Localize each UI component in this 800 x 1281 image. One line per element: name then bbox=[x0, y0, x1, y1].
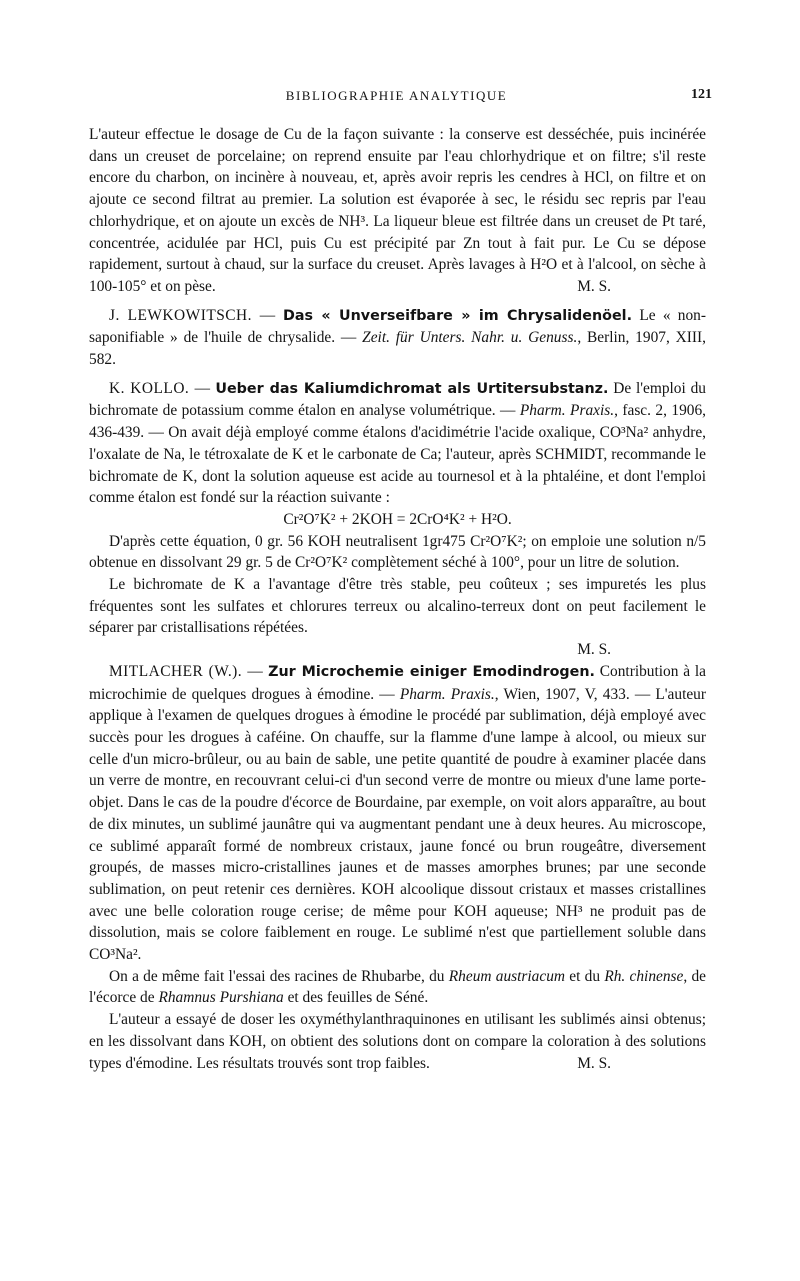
entry-text: Le « non-saponifiable » de l'huile de chrysalide. — bbox=[89, 306, 706, 347]
entry-source: Zeit. für Unters. Nahr. u. Genuss. bbox=[362, 329, 578, 347]
signature: M. S. bbox=[577, 1054, 611, 1072]
text-segment: et du bbox=[569, 967, 601, 985]
signature: M. S. bbox=[577, 641, 611, 659]
entry-text: Contribution à la microchimie de quelques drogues à émodine. — bbox=[89, 662, 706, 703]
species-name: Rh. chinense bbox=[604, 967, 684, 985]
entry-mitlacher-paragraph-3 bbox=[89, 1009, 706, 1074]
entry-author: J. LEWKOWITSCH. — bbox=[109, 306, 276, 324]
entry-reference: , Berlin, 1907, XIII, 582. bbox=[89, 329, 706, 369]
running-title: BIBLIOGRAPHIE ANALYTIQUE bbox=[285, 88, 508, 103]
entry-lewkowitsch bbox=[89, 305, 706, 371]
entry-title: Ueber das Kaliumdichromat als Urtitersubstanz. bbox=[215, 380, 609, 397]
species-name: Rhamnus Purshiana bbox=[158, 989, 284, 1007]
paragraph-text: L'auteur a essayé de doser les oxyméthylanthraquinones en utilisant les sublimés ainsi obtenus; en les dissolvant dans KOH, on obtient des solutions dont on compare la coloration à des solutions types d'émodine. Les résultats trouvés sont trop faibles. bbox=[89, 1011, 706, 1072]
paragraph-text: L'auteur effectue le dosage de Cu de la façon suivante : la conserve est desséchée, puis incinérée dans un creuset de porcelaine; on reprend ensuite par l'eau chlorhydrique et on filtre; s'il reste encore du charbon, on incinère à nouveau, et, après avoir repris les cendres à HCl, on filtre et on ajoute ce second filtrat au premier. La solution est évaporée à sec, le résidu sec repris par l'eau chlorhydrique, et on ajoute un excès de NH³. La liqueur bleue est filtrée dans un creuset de Pt taré, concentrée, acidulée par HCl, puis Cu est précipité par Zn tout à fait pur. Le Cu se dépose rapidement, surtout à chaud, sur la surface du creuset. Après lavages à H²O et à l'alcool, on sèche à 100-105° et on pèse. bbox=[89, 126, 706, 295]
entry-text-continued: , fasc. 2, 1906, 436-439. — On avait déjà employé comme étalons d'acidimétrie l'acide oxalique, CO³Na² anhydre, l'oxalate de Na, le tétroxalate de K et le carbonate de Ca; l'auteur, après SCHMIDT, recommande le bichromate de K, dont la solution aqueuse est acide au tournesol et à la phtaléine, et dont l'emploi comme étalon est fondé sur la réaction suivante : bbox=[89, 402, 707, 507]
entry-kollo-paragraph-2: D'après cette équation, 0 gr. 56 KOH neutralisent 1gr475 Cr²O⁷K²; on emploie une solution n/5 obtenue en dissolvant 29 gr. 5 de Cr²O⁷K² complètement séché à 100°, pour un litre de solution. bbox=[89, 532, 706, 572]
entry-source: Pharm. Praxis. bbox=[399, 685, 495, 703]
entry-author: MITLACHER (W.). — bbox=[109, 662, 264, 680]
signature: M. S. bbox=[577, 277, 611, 295]
page-number: 121 bbox=[691, 87, 712, 102]
entry-text-continued: , Wien, 1907, V, 433. — L'auteur applique à l'examen de quelques drogues à émodine le procédé par sublimation, déjà employé avec succès pour les drogues à caféine. On chauffe, sur la flamme d'une lampe à alcool, ou mieux sur celle d'un micro-brûleur, ou au bain de sable, une petite quantité de poudre à examiner placée dans un verre de montre, en recouvrant celui-ci d'un second verre de montre ou mieux d'une lame porte-objet. Dans le cas de la poudre d'écorce de Bourdaine, par exemple, on voit alors apparaître, au bout de dix minutes, un sublimé jaunâtre qui va augmentant pendant une à deux heures. Au microscope, ce sublimé apparaît formé de nombreux cristaux, jaune foncé ou brun rougeâtre, diversement groupés, de masses micro-cristallines jaunes et de masses amorphes brunes; par une seconde sublimation, on peut retenir ces dernières. KOH alcoolique dissout cristaux et masses cristallines avec une belle coloration rouge cerise; de même pour KOH aqueuse; NH³ ne produit pas de dissolution, mais se colore faiblement en rouge. Le sublimé n'est que partiellement soluble dans CO³Na². bbox=[89, 685, 706, 964]
entry-title: Zur Microchemie einiger Emodindrogen. bbox=[268, 663, 595, 680]
page-body bbox=[89, 124, 706, 1074]
entry-kollo-paragraph-3: Le bichromate de K a l'avantage d'être très stable, peu coûteux ; ses impuretés les plus fréquentes sont les sulfates et chlorures terreux ou alcalino-terreux dont on peut facilement le séparer par cristallisations répétées. bbox=[89, 576, 706, 637]
running-header bbox=[89, 87, 712, 110]
text-segment: On a de même fait l'essai des racines de Rhubarbe, du bbox=[109, 967, 445, 985]
entry-author: K. KOLLO. — bbox=[109, 379, 211, 397]
text-segment: et des feuilles de Séné. bbox=[287, 989, 429, 1007]
text-segment: , de l'écorce de bbox=[89, 967, 707, 1007]
entry-source: Pharm. Praxis. bbox=[519, 402, 615, 420]
chemical-equation: Cr²O⁷K² + 2KOH = 2CrO⁴K² + H²O. bbox=[283, 510, 512, 528]
entry-mitlacher-paragraph-2 bbox=[89, 966, 706, 1009]
species-name: Rheum austriacum bbox=[448, 967, 566, 985]
entry-mitlacher bbox=[89, 661, 706, 966]
entry-kollo bbox=[89, 378, 706, 509]
entry-title: Das « Unverseifbare » im Chrysalidenöel. bbox=[282, 307, 633, 324]
paragraph-cu-dosage bbox=[89, 124, 706, 298]
entry-text: De l'emploi du bichromate de potassium comme étalon en analyse volumétrique. — bbox=[89, 379, 706, 420]
